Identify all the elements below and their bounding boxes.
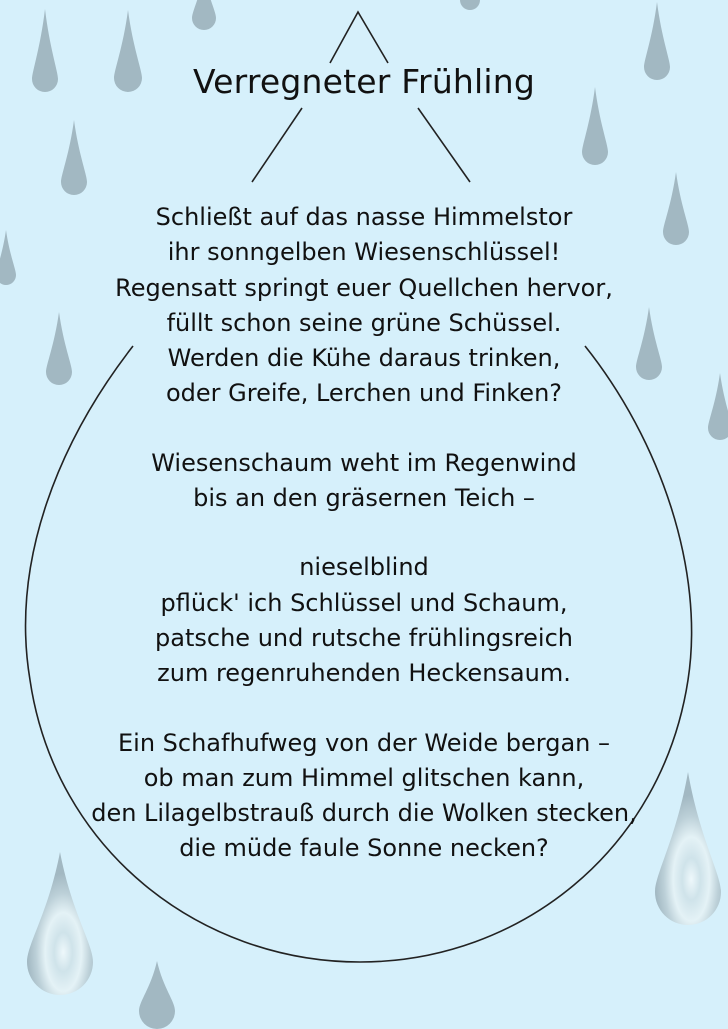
poem-line: bis an den gräsernen Teich – bbox=[193, 484, 535, 513]
raindrop-icon bbox=[0, 230, 16, 285]
raindrop-icon bbox=[139, 961, 175, 1029]
raindrop-icon bbox=[192, 0, 216, 30]
drop-outline-left-shoulder bbox=[252, 108, 302, 182]
stanza-4 bbox=[40, 726, 688, 867]
stanza-1 bbox=[40, 200, 688, 412]
poem-line: ob man zum Himmel glitschen kann, bbox=[143, 763, 585, 792]
poem-title: Verregneter Frühling bbox=[192, 62, 536, 101]
raindrop-icon bbox=[460, 0, 480, 10]
raindrop-icon bbox=[61, 120, 87, 195]
drop-outline-right-shoulder bbox=[418, 108, 470, 182]
stanza-3 bbox=[40, 550, 688, 691]
poem-line: die müde faule Sonne necken? bbox=[179, 834, 549, 863]
raindrop-icon bbox=[708, 373, 728, 440]
poem-line: pflück' ich Schlüssel und Schaum, bbox=[160, 588, 568, 617]
poem-body bbox=[40, 200, 688, 901]
poem-line: füllt schon seine grüne Schüssel. bbox=[166, 308, 562, 337]
stanza-2 bbox=[40, 446, 688, 517]
poem-line: ihr sonngelben Wiesenschlüssel! bbox=[167, 238, 561, 267]
poem-line: oder Greife, Lerchen und Finken? bbox=[165, 379, 563, 408]
poem-line: Wiesenschaum weht im Regenwind bbox=[151, 448, 577, 477]
poem-line: Ein Schafhufweg von der Weide bergan – bbox=[117, 728, 610, 757]
poem-line: Regensatt springt euer Quellchen hervor, bbox=[115, 273, 613, 302]
poem-line: Werden die Kühe daraus trinken, bbox=[167, 344, 561, 373]
poem-line: Schließt auf das nasse Himmelstor bbox=[155, 203, 573, 231]
poem-line: den Lilagelbstrauß durch die Wolken stecken, bbox=[91, 799, 637, 828]
poem-line: patsche und rutsche frühlingsreich bbox=[155, 623, 573, 652]
poem-line: nieselblind bbox=[299, 553, 429, 582]
poem-line: zum regenruhenden Heckensaum. bbox=[157, 659, 571, 688]
drop-outline-apex bbox=[330, 12, 388, 63]
